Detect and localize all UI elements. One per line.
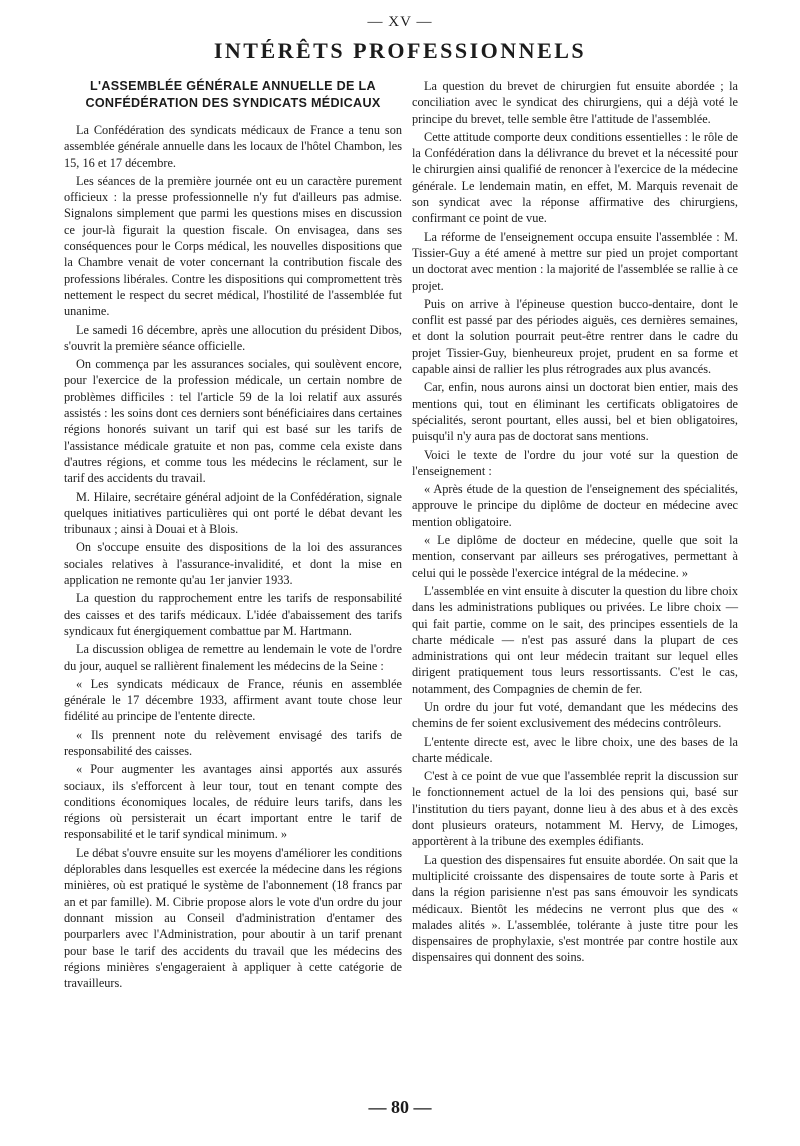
quoted-resolution: « Pour augmenter les avantages ainsi apportés aux assurés sociaux, ils s'efforcent à leur tour, tout en tenant compte des conditions économiques locales, de réduire leurs tarifs, dans les régions où persisterait un écart important entre le tarif de responsabilité et le tarif syndical minimum. »	[64, 762, 402, 842]
paragraph: C'est à ce point de vue que l'assemblée reprit la discussion sur le fonctionnement actuel de la loi des pensions qui, basé sur l'institution du tiers payant, donne lieu à des abus et à des excès dont plusieurs orateurs, notamment M. Hervy, de Limoges, apportèrent à la tribune des exemples édifiants.	[412, 769, 738, 849]
paragraph: La question des dispensaires fut ensuite abordée. On sait que la multiplicité croissante des dispensaires de toute sorte à Paris et dans la région parisienne n'est pas sans émouvoir les syndicats médicaux. Bientôt les médecins ne verront plus que des « malades alités ». L'assemblée, tolérante à juste titre pour les dispensaires de prophylaxie, s'est montrée par contre hostile aux dispensaires qui donnent des soins.	[412, 852, 738, 965]
paragraph: La Confédération des syndicats médicaux de France a tenu son assemblée générale annuelle dans les locaux de l'hôtel Chambon, les 15, 16 et 17 décembre.	[64, 123, 402, 170]
paragraph: M. Hilaire, secrétaire général adjoint de la Confédération, signale quelques initiatives particulières qui ont porté le débat devant les tribunaux ; ainsi à Douai et à Blois.	[64, 489, 402, 537]
quoted-resolution: « Les syndicats médicaux de France, réunis en assemblée générale le 17 décembre 1933, affirment avant toute chose leur fidélité au principe de l'entente directe.	[64, 676, 402, 724]
paragraph: On commença par les assurances sociales, qui soulèvent encore, pour l'exercice de la profession médicale, un certain nombre de problèmes difficiles : tel l'article 59 de la loi relatif aux assurés assistés : les soins dont ces derniers sont bénéficiaires dans certaines régions honorés suivant un tarif qui est basé sur les tarifs de l'assistance médicale gratuite et non pas, comme cela existe dans d'autres régions, et comme tous les médecins le réclament, sur le tarif des accidents du travail.	[64, 357, 402, 486]
paragraph: Un ordre du jour fut voté, demandant que les médecins des chemins de fer soient exclusivement des médecins contrôleurs.	[412, 699, 738, 731]
paragraph: Car, enfin, nous aurons ainsi un doctorat bien entier, mais des mentions qui, tout en éliminant les certificats obligatoires de spécialités, seront pourtant, elles aussi, bel et bien obligatoires, puisqu'il n'y aura pas de doctorat sans mentions.	[412, 380, 738, 444]
paragraph: Le débat s'ouvre ensuite sur les moyens d'améliorer les conditions déplorables dans lesquelles est exercée la médecine dans les régions minières, où est pratiqué le système de l'abonnement (18 francs par an et par famille). M. Cibrie propose alors le vote d'un ordre du jour donnant mission au Conseil d'administration d'entamer des pourparlers avec l'Administration, pour aboutir à un tarif prenant pour base le tarif des accidents du travail que les médecins des régions minières s'engageraient à appliquer à cette catégorie de travailleurs.	[64, 845, 402, 991]
left-column	[64, 78, 402, 993]
paragraph: La discussion obligea de remettre au lendemain le vote de l'ordre du jour, auquel se rallièrent finalement les médecins de la Seine :	[64, 642, 402, 673]
paragraph: La question du brevet de chirurgien fut ensuite abordée ; la conciliation avec le syndicat des chirurgiens, qui a déjà voté le principe du brevet, telle semble être l'attitude de l'assemblée.	[412, 79, 738, 126]
paragraph: Cette attitude comporte deux conditions essentielles : le rôle de la Confédération dans la délivrance du brevet et la nécessité pour le chirurgien ainsi qualifié de renoncer à l'exercice de la médecine générale. Le lendemain matin, en effet, M. Marquis revenait de son syndicat avec la réponse affirmative des chirurgiens, confirmant ce point de vue.	[412, 129, 738, 226]
roman-page-number: — XV —	[367, 14, 433, 30]
paragraph: L'assemblée en vint ensuite à discuter la question du libre choix dans les administrations publiques ou privées. Le libre choix — qui fait partie, comme on le sait, des principes essentiels de la charte médicale — n'est pas assuré dans la plupart de ces administrations qui ont leur médecin traitant sur lequel elles dirigent pratiquement tous leurs ressortissants. C'est le cas, notamment, des Compagnies de chemin de fer.	[412, 583, 738, 696]
paragraph: La réforme de l'enseignement occupa ensuite l'assemblée : M. Tissier-Guy a été amené à mettre sur pied un projet comportant un doctorat avec mention : la majorité de l'assemblée se rallie à ce projet.	[412, 229, 738, 293]
paragraph: L'entente directe est, avec le libre choix, une des bases de la charte médicale.	[412, 734, 738, 765]
paragraph: Le samedi 16 décembre, après une allocution du président Dibos, s'ouvrit la première séance officielle.	[64, 322, 402, 353]
right-column	[412, 78, 738, 968]
quoted-resolution: « Après étude de la question de l'enseignement des spécialités, approuve le principe du diplôme de docteur en médecine avec mention obligatoire.	[412, 482, 738, 529]
paragraph: Les séances de la première journée ont eu un caractère purement officieux : la presse professionnelle n'y fut d'ailleurs pas admise. Signalons simplement que parmi les questions mises en discussion ce jour-là figurait la question fiscale. On envisagea, dans ses conséquences pour le Corps médical, les nouvelles dispositions que la Chambre venait de voter concernant la contribution fiscale des professions libérales. Contre les dispositions qui compromettent très nettement le respect du secret médical, l'hostilité de l'assemblée fut unanime.	[64, 173, 402, 319]
paragraph: La question du rapprochement entre les tarifs de responsabilité des caisses et des tarifs médicaux. L'idée d'abaissement des tarifs syndicaux fut énergiquement combattue par M. Hartmann.	[64, 591, 402, 638]
paragraph: On s'occupe ensuite des dispositions de la loi des assurances sociales relatives à l'assurance-invalidité, et dont la mise en application ne remonte qu'au 1er janvier 1933.	[64, 540, 402, 588]
paragraph: Puis on arrive à l'épineuse question bucco-dentaire, dont le conflit est passé par des périodes aiguës, ces dernières semaines, et dont la solution pourrait peut-être rentrer dans le cadre du projet Tissier-Guy, bienheureux projet, prudent en sa forme et capable ainsi de rallier les plus rétrogrades aux plus avancés.	[412, 296, 738, 377]
quoted-resolution: « Ils prennent note du relèvement envisagé des tarifs de responsabilité des caisses.	[64, 727, 402, 758]
paragraph: Voici le texte de l'ordre du jour voté sur la question de l'enseignement :	[412, 447, 738, 478]
section-title: INTÉRÊTS PROFESSIONNELS	[213, 38, 587, 63]
quoted-resolution: « Le diplôme de docteur en médecine, quelle que soit la mention, conservant par ailleurs ses prérogatives, permettant à celui qui le possède l'exercice intégral de la médecine. »	[412, 533, 738, 580]
page-number: — 80 —	[368, 1097, 432, 1117]
article-title: L'ASSEMBLÉE GÉNÉRALE ANNUELLE DE LA CONFÉDÉRATION DES SYNDICATS MÉDICAUX	[85, 79, 381, 110]
